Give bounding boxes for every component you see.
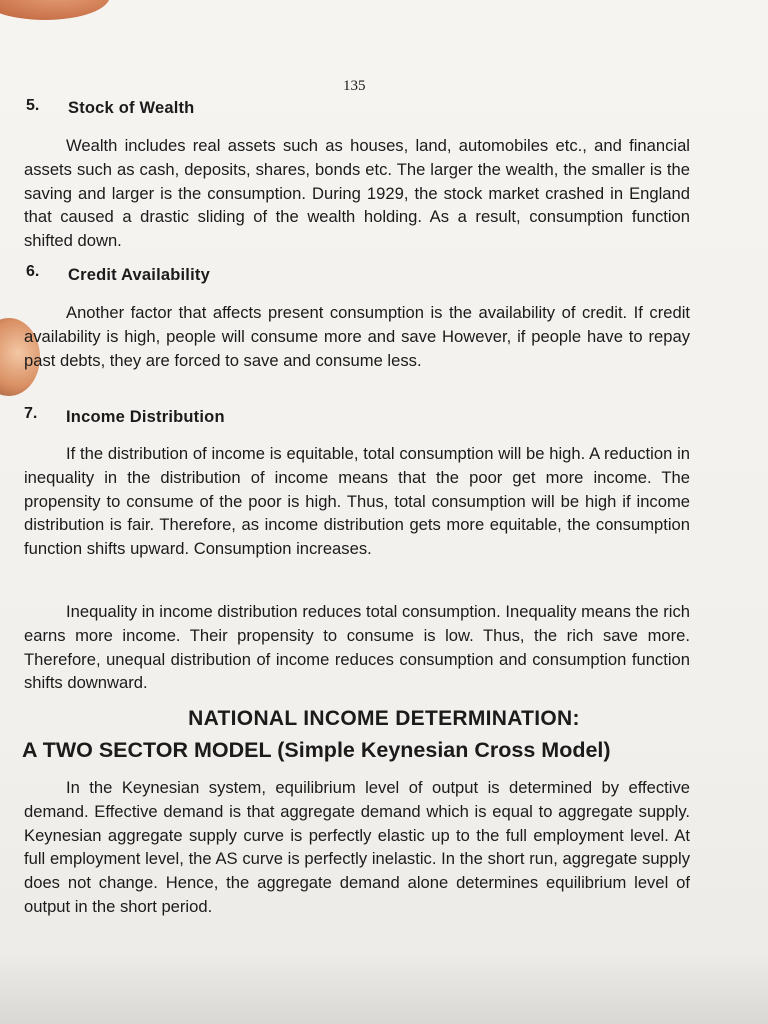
paragraph-text: Another factor that affects present consumption is the availability of credit. If credit availability is high, people will consume more and save However, if people have to repay past debts, they are forced to save and consume less. [24, 303, 690, 370]
section-title-stock-of-wealth: Stock of Wealth [68, 99, 195, 117]
finger-top-decoration [0, 0, 110, 20]
section-title-income-distribution: Income Distribution [66, 408, 225, 426]
page-shadow [0, 954, 768, 1024]
page-number: 135 [343, 78, 366, 94]
section-title-credit-availability: Credit Availability [68, 266, 210, 284]
paragraph-income-distribution-2 [24, 600, 690, 695]
paragraph-income-distribution-1 [24, 442, 690, 561]
paragraph-text: Wealth includes real assets such as houses, land, automobiles etc., and financial assets such as cash, deposits, shares, bonds etc. The larger the wealth, the smaller is the saving and larger is the consumption. During 1929, the stock market crashed in England that caused a drastic sliding of the wealth holding. As a result, consumption function shifted down. [24, 136, 690, 251]
section-number: 5. [26, 97, 40, 114]
paragraph-text: Inequality in income distribution reduces total consumption. Inequality means the rich earns more income. Their propensity to consume is low. Thus, the rich save more. Therefore, unequal distribution of income reduces consumption and consumption function shifts downward. [24, 602, 690, 693]
paragraph-text: If the distribution of income is equitable, total consumption will be high. A reduction in inequality in the distribution of income means that the poor get more income. The propensity to consume of the poor is high. Thus, total consumption will be high if income distribution is fair. Therefore, as income distribution gets more equitable, the consumption function shifts upward. Consumption increases. [24, 444, 690, 559]
paragraph-stock-of-wealth [24, 134, 690, 253]
paragraph-credit-availability [24, 301, 690, 372]
paragraph-keynesian-system [24, 776, 690, 919]
chapter-subheading: A TWO SECTOR MODEL (Simple Keynesian Cross Model) [22, 738, 611, 762]
section-number: 7. [24, 405, 38, 422]
paragraph-text: In the Keynesian system, equilibrium level of output is determined by effective demand. Effective demand is that aggregate demand which is equal to aggregate supply. Keynesian aggregate supply curve is perfectly elastic up to the full employment level. At full employment level, the AS curve is perfectly inelastic. In the short run, aggregate supply does not change. Hence, the aggregate demand alone determines equilibrium level of output in the short period. [24, 778, 690, 916]
chapter-heading: NATIONAL INCOME DETERMINATION: [188, 707, 580, 730]
section-number: 6. [26, 263, 40, 280]
